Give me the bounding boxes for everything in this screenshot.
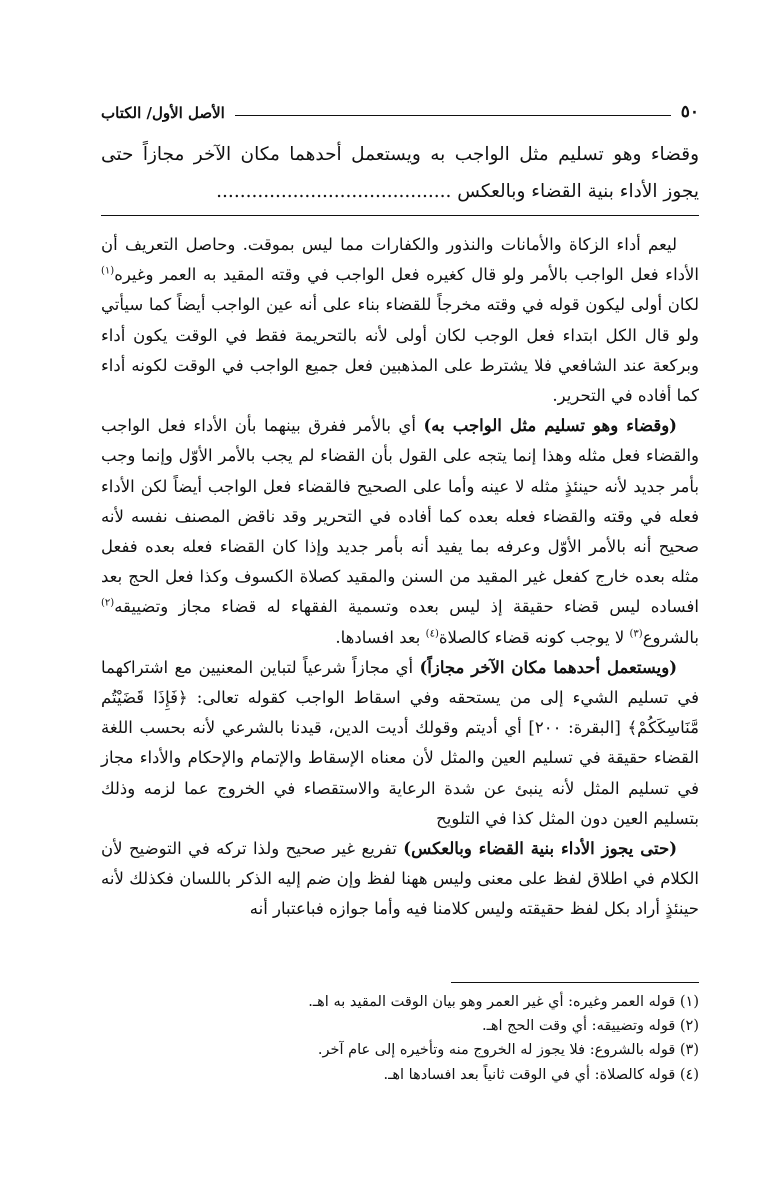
commentary-text: أي بالأمر ففرق بينهما بأن الأداء فعل الواجب والقضاء فعل مثله وهذا إنما يتجه على القول بأن القضاء لم يجب بالأمر الأوّل وإنما وجب بأمر جديد لأنه حينئذٍ مثله لا عينه وأما على الصحيح فالقضاء فعل الواجب أيضاً لكن الأداء فعله في وقته والقضاء فعله بعده كما أفاده في التحرير وقد ناقض المصنف نفسه لأنه صحيح أنه بالأمر الأوّل وعرفه بما يفيد أنه بأمر جديد وإذا كان القضاء فعله بعده ففعل مثله بعده خارج كفعل غير المقيد من السنن والمقيد كصلاة الكسوف وكذا فعل الحج بعد افساده ليس قضاء حقيقة إذ ليس بعده وتسمية الفقهاء له قضاء مجاز وتضييقه bbox=[101, 416, 699, 617]
commentary-paragraph bbox=[101, 230, 699, 411]
footnotes bbox=[101, 990, 699, 1087]
running-title: الأصل الأول/ الكتاب bbox=[101, 104, 225, 122]
footnote: (٢) قوله وتضييقه: أي وقت الحج اهـ. bbox=[482, 1018, 699, 1035]
commentary-text: ليعم أداء الزكاة والأمانات والنذور والكفارات مما ليس بموقت. وحاصل التعريف أن الأداء فعل الواجب بالأمر ولو قال كغيره فعل الواجب في وقته المقيد به العمر وغيره bbox=[101, 235, 699, 285]
quoted-lemma: (وقضاء وهو تسليم مثل الواجب به) bbox=[423, 416, 677, 436]
commentary-text: بالشروع bbox=[642, 627, 699, 647]
footnote-ref: (٣) bbox=[629, 628, 643, 640]
footnote: (١) قوله العمر وغيره: أي غير العمر وهو بيان الوقت المقيد به اهـ. bbox=[308, 994, 699, 1010]
main-text-body: وقضاء وهو تسليم مثل الواجب به ويستعمل أحدهما مكان الآخر مجازاً حتى يجوز الأداء بنية القضاء وبالعكس bbox=[101, 144, 699, 202]
commentary-paragraph bbox=[101, 653, 699, 834]
running-header bbox=[101, 92, 699, 122]
quoted-lemma: (حتى يجوز الأداء بنية القضاء وبالعكس) bbox=[403, 839, 677, 859]
commentary-text: أي مجازاً شرعياً لتباين المعنيين مع اشتراكهما في تسليم الشيء إلى من يستحقه وفي اسقاط الواجب كقوله تعالى: ﴿فَإِذَا قَضَيْتُم مَّنَاسِكَكُمْ﴾ [البقرة: ٢٠٠] أي أديتم وقولك أديت الدين، قيدنا بالشرعي لأنه بحسب اللغة القضاء حقيقة في تسليم العين والمثل لأن معناه الإسقاط والإتمام والإحكام والأداء مجاز في تسليم المثل لأنه ينبئ عن شدة الرعاية والاستقصاء في الخروج عما لزمه وذلك بتسليم العين دون المثل كذا في التلويح bbox=[101, 657, 699, 828]
quoted-lemma: (ويستعمل أحدهما مكان الآخر مجازاً) bbox=[419, 657, 677, 677]
main-text bbox=[101, 136, 699, 210]
separator-rule bbox=[101, 215, 699, 216]
page-number: ٥٠ bbox=[680, 102, 699, 122]
dot-leader: ........................................ bbox=[216, 181, 452, 202]
commentary-paragraph bbox=[101, 411, 699, 653]
footnote: (٣) قوله بالشروع: فلا يجوز له الخروج منه وتأخيره إلى عام آخر. bbox=[317, 1042, 699, 1059]
header-rule bbox=[235, 115, 671, 116]
commentary-text: لكان أولى ليكون قوله في وقته مخرجاً للقضاء بناء على أنه عين الواجب أيضاً كما سيأتي ولو قال الكل ابتداء فعل الوجب لكان أولى لأنه بالتحريمة فقط في الوقت يكون أداء وبركعة عند الشافعي فلا يشترط على المذهبين فعل جميع الواجب في الوقت لكونه أداء كما أفاده في التحرير. bbox=[101, 295, 699, 406]
footnote: (٤) قوله كالصلاة: أي في الوقت ثانياً بعد افسادها اهـ. bbox=[383, 1066, 699, 1083]
commentary-text: بعد افسادها. bbox=[335, 627, 426, 647]
commentary-text: تفريع غير صحيح ولذا تركه في التوضيح لأن الكلام في اطلاق لفظ على معنى وليس ههنا لفظ وإن ضم إليه الذكر باللسان فكذلك لأنه حينئذٍ أراد بكل لفظ حقيقته وليس كلامنا فيه وأما جوازه فباعتبار أنه bbox=[101, 839, 699, 919]
footnote-ref: (١) bbox=[101, 265, 115, 277]
footnote-ref: (٤) bbox=[425, 628, 439, 640]
commentary-text: لا يوجب كونه قضاء كالصلاة bbox=[438, 627, 630, 647]
footnote-rule bbox=[451, 982, 699, 983]
commentary-paragraph bbox=[101, 834, 699, 925]
commentary bbox=[101, 230, 699, 925]
footnote-ref: (٢) bbox=[101, 597, 115, 609]
